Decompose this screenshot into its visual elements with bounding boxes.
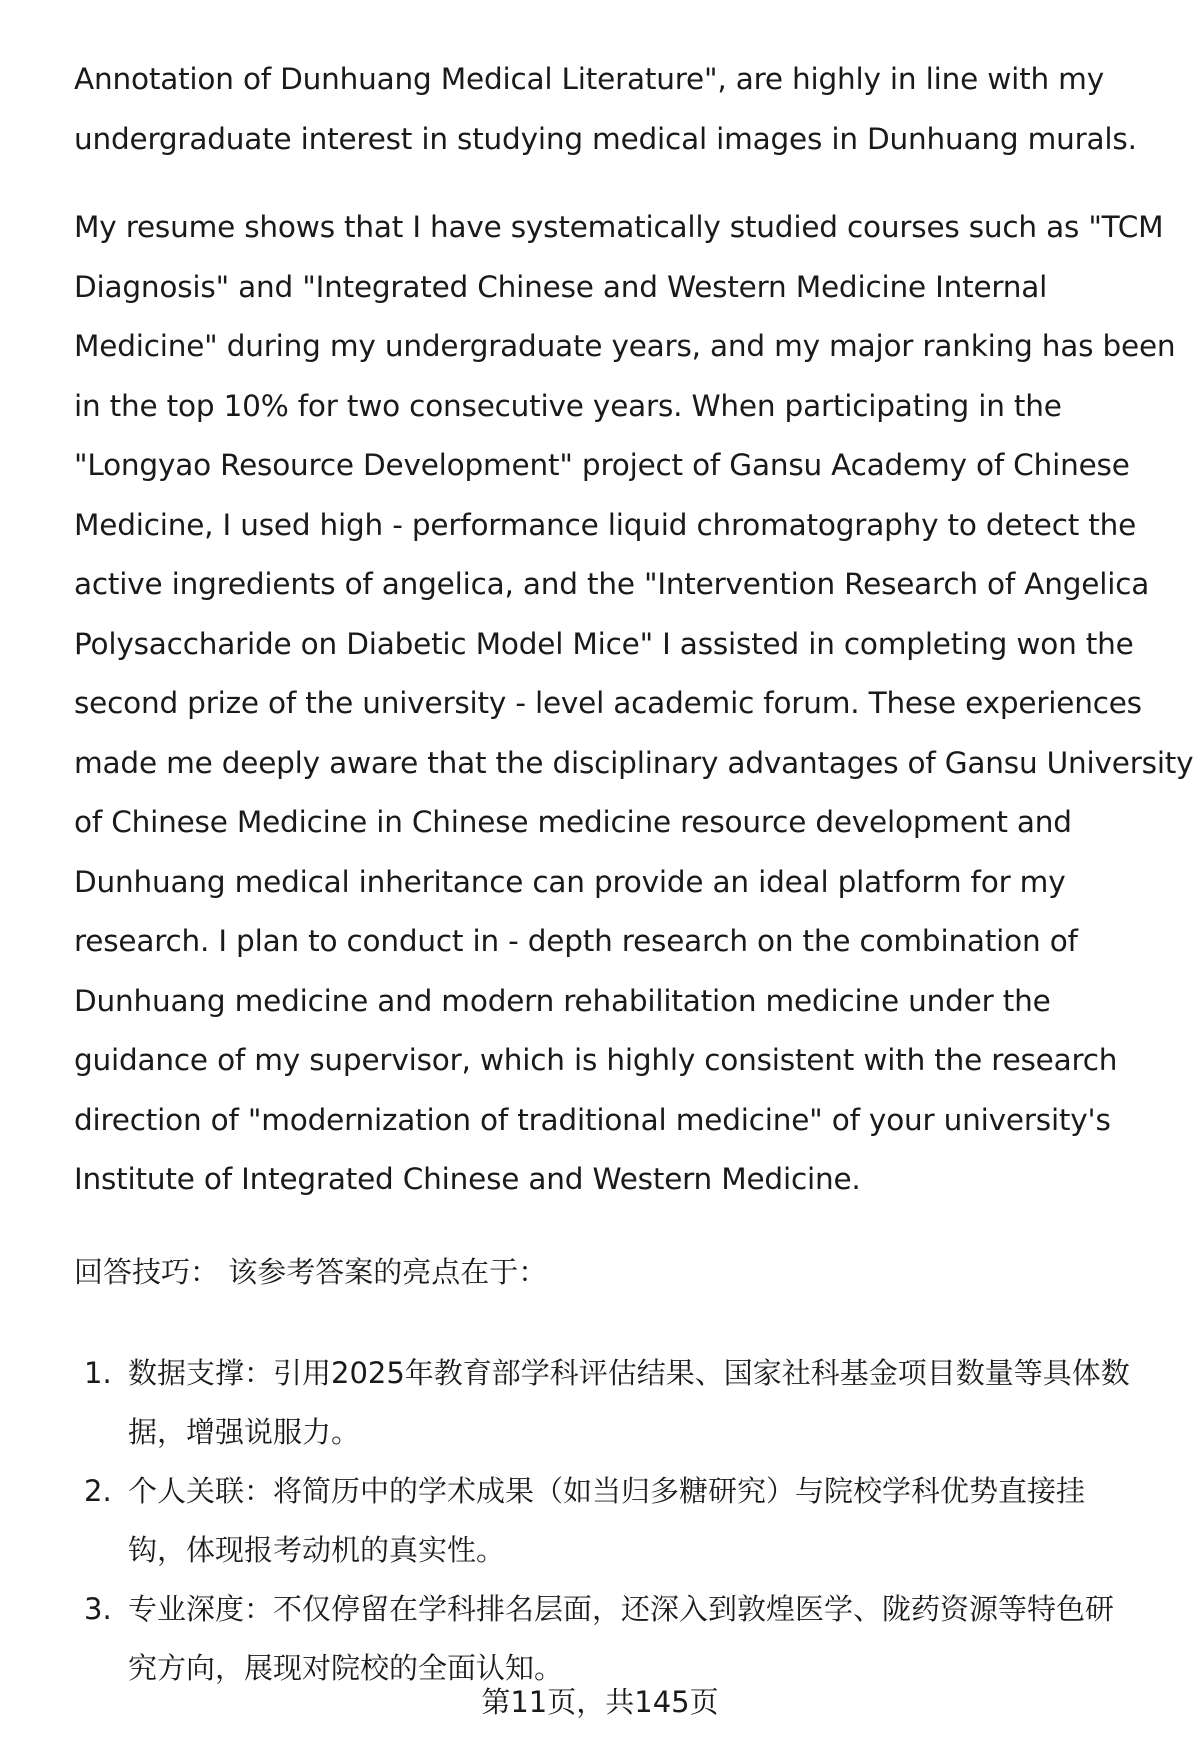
text-line: Medicine" during my undergraduate years, and my major ranking has been xyxy=(74,329,1176,363)
text-line: 专业深度：不仅停留在学科排名层面，还深入到敦煌医学、陇药资源等特色研 xyxy=(128,1592,1115,1626)
text-line: My resume shows that I have systematically studied courses such as "TCM xyxy=(74,210,1164,244)
list-number: 3. xyxy=(84,1592,112,1626)
text-line: Polysaccharide on Diabetic Model Mice" I assisted in completing won the xyxy=(74,626,1134,661)
text-line: "Longyao Resource Development" project of Gansu Academy of Chinese xyxy=(74,448,1130,482)
text-line: 钩，体现报考动机的真实性。 xyxy=(128,1533,506,1567)
text-line: 数据支撑：引用2025年教育部学科评估结果、国家社科基金项目数量等具体数 xyxy=(128,1356,1130,1390)
list-item xyxy=(74,1462,1154,1580)
list-number: 1. xyxy=(84,1356,112,1390)
list-item xyxy=(74,1344,1154,1462)
text-line: direction of "modernization of traditional medicine" of your university's xyxy=(74,1102,1111,1137)
text-line: second prize of the university - level academic forum. These experiences xyxy=(74,686,1142,720)
list-number: 2. xyxy=(84,1474,112,1508)
text-line: Institute of Integrated Chinese and Western Medicine. xyxy=(74,1162,861,1196)
paragraph-intro-continuation xyxy=(74,50,1154,169)
text-line: undergraduate interest in studying medical images in Dunhuang murals. xyxy=(74,121,1137,156)
text-line: active ingredients of angelica, and the "Intervention Research of Angelica xyxy=(74,567,1150,601)
text-line: Medicine, I used high - performance liquid chromatography to detect the xyxy=(74,507,1137,542)
text-line: Dunhuang medical inheritance can provide an ideal platform for my xyxy=(74,864,1066,899)
tips-list xyxy=(74,1344,1154,1698)
text-line: 据，增强说服力。 xyxy=(128,1415,361,1449)
text-line: 个人关联：将简历中的学术成果（如当归多糖研究）与院校学科优势直接挂 xyxy=(128,1474,1086,1508)
text-line: in the top 10% for two consecutive years. When participating in the xyxy=(74,388,1062,423)
text-line: guidance of my supervisor, which is highly consistent with the research xyxy=(74,1043,1118,1077)
text-line: Annotation of Dunhuang Medical Literature", are highly in line with my xyxy=(74,62,1104,96)
text-line: 究方向，展现对院校的全面认知。 xyxy=(128,1651,564,1685)
list-item xyxy=(74,1580,1154,1698)
text-line: made me deeply aware that the disciplinary advantages of Gansu University xyxy=(74,745,1194,780)
page-number-footer: 第11页，共145页 xyxy=(481,1685,719,1719)
text-line: Dunhuang medicine and modern rehabilitation medicine under the xyxy=(74,983,1051,1018)
text-line: Diagnosis" and "Integrated Chinese and Western Medicine Internal xyxy=(74,269,1048,304)
text-line: research. I plan to conduct in - depth research on the combination of xyxy=(74,924,1078,958)
paragraph-resume xyxy=(74,198,1194,1210)
text-line: of Chinese Medicine in Chinese medicine resource development and xyxy=(74,805,1072,839)
tips-heading: 回答技巧： 该参考答案的亮点在于： xyxy=(74,1255,548,1289)
